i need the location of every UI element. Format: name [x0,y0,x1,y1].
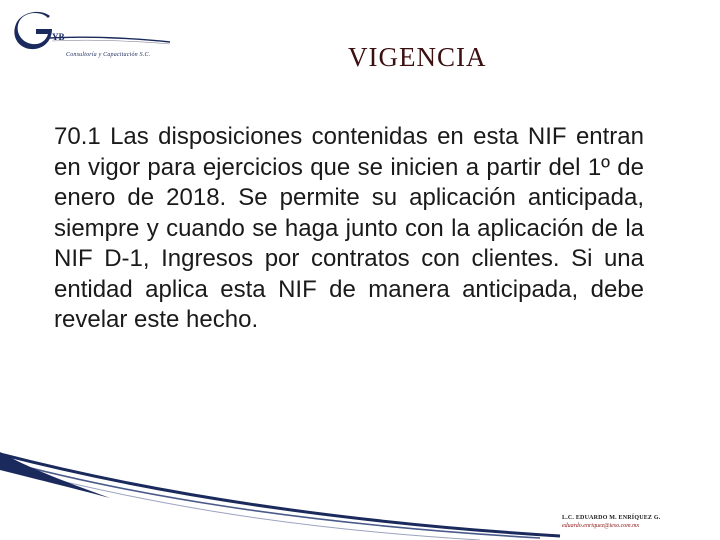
logo-caption: Consultoría y Capacitación S.C. [66,52,151,58]
g-swoosh-logo-icon [14,8,174,58]
page-title: VIGENCIA [348,42,487,72]
company-logo [14,8,174,58]
body-paragraph: 70.1 Las disposiciones contenidas en esta NIF entran en vigor para ejercicios que se inicien a partir del 1º de enero de 2018. Se permite su aplicación anticipada, siempre y cuando se haga junto con la aplicación de la NIF D-1, Ingresos por contratos con clientes. Si una entidad aplica esta NIF de manera anticipada, debe revelar este hecho. [54,123,644,333]
author-name: L.C. EDUARDO M. ENRÍQUEZ G. [562,515,661,521]
author-email: eduardo.enriquez@ieso.com.mx [562,523,640,529]
logo-letters: YB [52,32,65,42]
footer-signature [562,515,660,529]
